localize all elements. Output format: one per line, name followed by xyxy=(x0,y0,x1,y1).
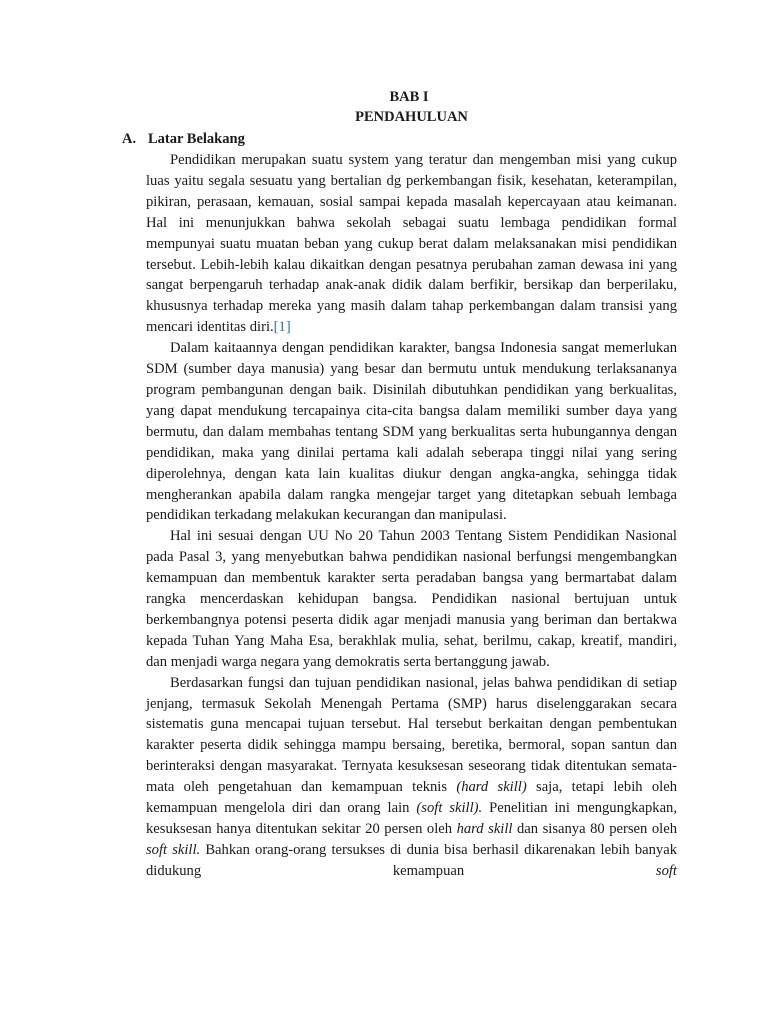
section-heading xyxy=(122,131,245,148)
paragraph-4-text-2: saja, tetapi lebih oleh kemampuan mengelola diri dan orang lain xyxy=(146,779,677,817)
paragraph-4-text-3: Penelitian ini mengungkapkan, kesuksesan hanya ditentukan sekitar 20 persen oleh xyxy=(146,800,677,837)
chapter-title: PENDAHULUAN xyxy=(355,109,468,125)
chapter-number: BAB I xyxy=(389,89,429,105)
section-title: Latar Belakang xyxy=(148,131,245,147)
emphasis-soft-skill-2: soft skill. xyxy=(146,841,201,858)
paragraph-4-text-4: dan sisanya 80 persen oleh xyxy=(512,821,677,837)
emphasis-soft-skill: (soft skill). xyxy=(416,800,483,817)
emphasis-soft: soft xyxy=(655,862,677,879)
paragraph-1 xyxy=(146,150,677,338)
paragraph-3: Hal ini sesuai dengan UU No 20 Tahun 2003 Tentang Sistem Pendidikan Nasional pada Pasal 3, yang menyebutkan bahwa pendidikan nasional berfungsi mengembangkan kemampuan dan membentuk karakter serta peradaban bangsa yang bermartabat dalam rangka mencerdaskan kehidupan bangsa. Pendidikan nasional bertujuan untuk berkembangnya potensi peserta didik agar menjadi manusia yang beriman dan bertakwa kepada Tuhan Yang Maha Esa, berakhlak mulia, sehat, berilmu, cakap, kreatif, mandiri, dan menjadi warga negara yang demokratis serta bertanggung jawab. xyxy=(146,528,677,670)
section-number: A. xyxy=(122,131,137,147)
paragraph-2: Dalam kaitaannya dengan pendidikan karakter, bangsa Indonesia sangat memerlukan SDM (sumber daya manusia) yang besar dan bermutu untuk mendukung terlaksananya program pembangunan dengan baik. Disinilah dibutuhkan pendidikan yang berkualitas, yang dapat mendukung tercapainya cita-cita bangsa dalam memiliki sumber daya yang bermutu, dan dalam membahas tentang SDM yang berkualitas serta hubungannya dengan pendidikan, maka yang dinilai pertama kali adalah seberapa tinggi nilai yang sering diperolehnya, dengan kata lain kualitas diukur dengan angka-angka, sehingga tidak mengherankan apabila dalam rangka mengejar target yang ditetapkan sebuah lembaga pendidikan terkadang melakukan kecurangan dan manipulasi. xyxy=(146,340,677,524)
footnote-reference-link[interactable]: [1] xyxy=(273,319,291,336)
emphasis-hard-skill-2: hard skill xyxy=(456,821,513,837)
paragraph-4 xyxy=(146,673,677,882)
paragraph-4-text-5: Bahkan orang-orang tersukses di dunia bisa berhasil dikarenakan lebih banyak didukung kemampuan xyxy=(146,841,677,879)
paragraph-1-text: Pendidikan merupakan suatu system yang teratur dan mengemban misi yang cukup luas yaitu segala sesuatu yang bertalian dg perkembangan fisik, kesehatan, keterampilan, pikiran, perasaan, kemauan, sosial sampai kepada masalah kepercayaan atau keimanan. Hal ini menunjukkan bahwa sekolah sebagai suatu lembaga pendidikan formal mempunyai suatu muatan beban yang cukup berat dalam melaksanakan misi pendidikan tersebut. Lebih-lebih kalau dikaitkan dengan pesatnya perubahan zaman dewasa ini yang sangat berpengaruh terhadap anak-anak didik dalam berfikir, bersikap dan berperilaku, khususnya terhadap mereka yang masih dalam tahap perkembangan dalam transisi yang mencari identitas diri. xyxy=(146,152,677,336)
body-text xyxy=(146,150,677,882)
paragraph-4-text-1: Berdasarkan fungsi dan tujuan pendidikan nasional, jelas bahwa pendidikan di setiap jenjang, termasuk Sekolah Menengah Pertama (SMP) harus diselenggarakan secara sistematis guna mencapai tujuan tersebut. Hal tersebut berkaitan dengan pembentukan karakter peserta didik sehingga mampu bersaing, beretika, bermoral, sopan santun dan berinteraksi dengan masyarakat. Ternyata kesuksesan seseorang tidak ditentukan semata-mata oleh pengetahuan dan kemampuan teknis xyxy=(146,674,677,796)
emphasis-hard-skill: (hard skill) xyxy=(456,779,527,796)
